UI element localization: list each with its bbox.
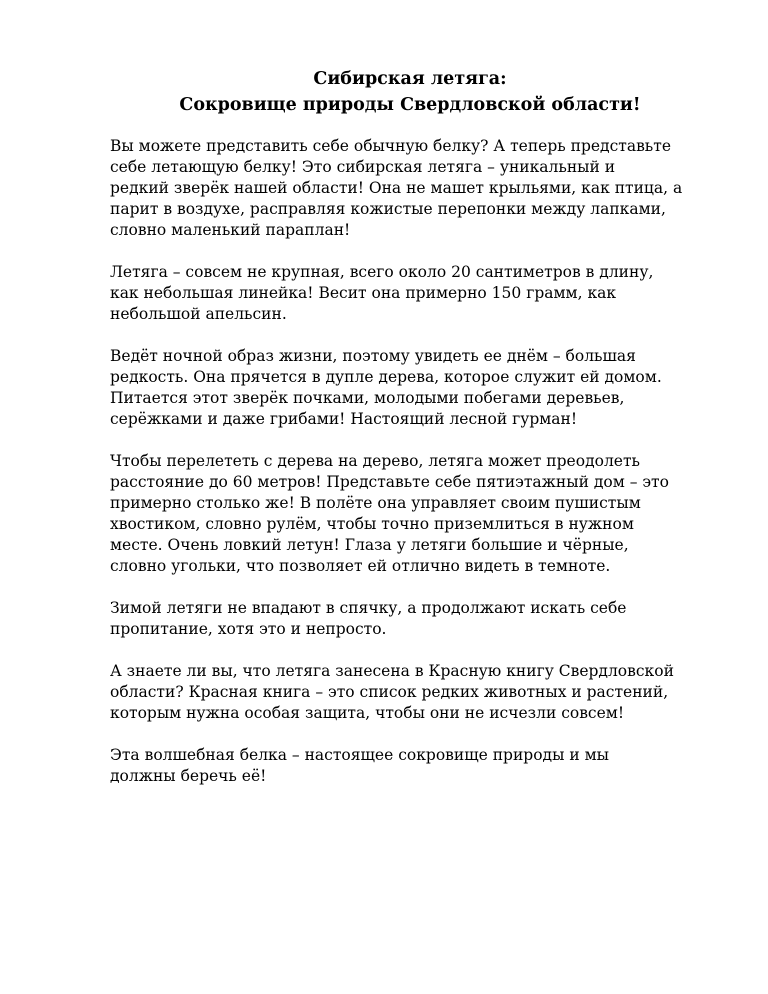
text-line: области? Красная книга – это список редких животных и растений,: [110, 683, 669, 701]
text-line: словно маленький параплан!: [110, 221, 351, 239]
text-line: Летяга – совсем не крупная, всего около 20 сантиметров в длину,: [110, 263, 654, 281]
text-line: месте. Очень ловкий летун! Глаза у летяги большие и чёрные,: [110, 536, 629, 554]
text-line: себе летающую белку! Это сибирская летяга – уникальный и: [110, 158, 616, 176]
paragraph-winter: [110, 598, 710, 640]
text-line: серёжками и даже грибами! Настоящий лесной гурман!: [110, 410, 578, 428]
title-line: Сибирская летяга:: [313, 69, 507, 89]
text-line: парит в воздухе, расправляя кожистые перепонки между лапками,: [110, 200, 666, 218]
paragraph-size: [110, 262, 710, 325]
text-line: хвостиком, словно рулём, чтобы точно приземлиться в нужном: [110, 515, 634, 533]
text-line: примерно столько же! В полёте она управляет своим пушистым: [110, 494, 641, 512]
text-line: словно угольки, что позволяет ей отлично видеть в темноте.: [110, 557, 611, 575]
text-line: Чтобы перелететь с дерева на дерево, летяга может преодолеть: [110, 452, 640, 470]
text-line: Питается этот зверёк почками, молодыми побегами деревьев,: [110, 389, 625, 407]
text-line: Ведёт ночной образ жизни, поэтому увидеть ее днём – большая: [110, 347, 636, 365]
text-line: расстояние до 60 метров! Представьте себе пятиэтажный дом – это: [110, 473, 669, 491]
text-line: должны беречь её!: [110, 767, 267, 785]
document-title: [110, 66, 710, 118]
title-line: Сокровище природы Свердловской области!: [179, 95, 641, 115]
paragraph-flight: [110, 451, 710, 577]
paragraph-red-book: [110, 661, 710, 724]
text-line: А знаете ли вы, что летяга занесена в Красную книгу Свердловской: [110, 662, 674, 680]
paragraph-intro: [110, 136, 710, 241]
text-line: небольшой апельсин.: [110, 305, 287, 323]
text-line: редкость. Она прячется в дупле дерева, которое служит ей домом.: [110, 368, 662, 386]
text-line: как небольшая линейка! Весит она примерно 150 грамм, как: [110, 284, 617, 302]
paragraph-lifestyle: [110, 346, 710, 430]
paragraph-conclusion: [110, 745, 710, 787]
text-line: Вы можете представить себе обычную белку? А теперь представьте: [110, 137, 671, 155]
text-line: которым нужна особая защита, чтобы они не исчезли совсем!: [110, 704, 625, 722]
text-line: Зимой летяги не впадают в спячку, а продолжают искать себе: [110, 599, 627, 617]
text-line: Эта волшебная белка – настоящее сокровище природы и мы: [110, 746, 610, 764]
text-line: редкий зверёк нашей области! Она не машет крыльями, как птица, а: [110, 179, 683, 197]
text-line: пропитание, хотя это и непросто.: [110, 620, 387, 638]
